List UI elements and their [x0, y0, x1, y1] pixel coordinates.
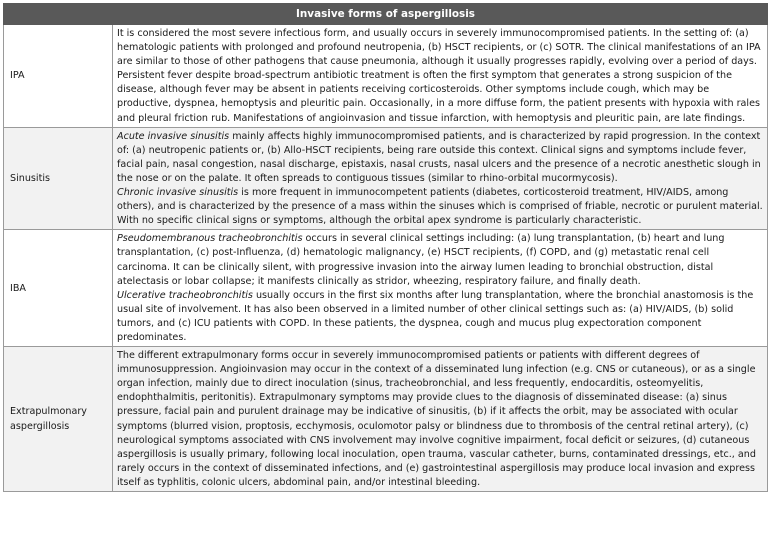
- description-paragraph: [117, 349, 764, 490]
- emphasized-term: Chronic invasive sinusitis: [117, 187, 239, 199]
- text-run: occurs in several clinical settings including: (a) lung transplantation, (b) heart and lung transplantation, (c) post-Influenza, (d) hematologic malignancy, (e) HSCT recipients, (f) COPD, and (g) metastatic renal cell carcinoma. It can be clinically silent, with progressive invasion into the airway lumen leading to bronchial obstruction, distal atelectasis or lobar collapse; it manifests clinically as stridor, wheezing, respiratory failure, and finally death.: [117, 233, 725, 287]
- row-label: IBA: [4, 230, 113, 347]
- table-row: [4, 230, 768, 347]
- text-run: mainly affects highly immunocompromised patients, and is characterized by rapid progression. In the context of: (a) neutropenic patients or, (b) Allo-HSCT recipients, being rare outside this context. Clinical signs and symptoms include fever, facial pain, nasal congestion, nasal discharge, epistaxis, nasal crusts, nasal ulcers and the presence of a necrotic anesthetic slough in the nose or on the palate. It often spreads to contiguous tissues (similar to rhino-orbital mucormycosis).: [117, 130, 761, 184]
- row-description: [113, 347, 768, 492]
- row-label: Extrapulmonary aspergillosis: [4, 347, 113, 492]
- row-label: Sinusitis: [4, 127, 113, 230]
- description-paragraph: [117, 289, 764, 345]
- text-run: is more frequent in immunocompetent patients (diabetes, corticosteroid treatment, HIV/AIDS, among others), and is characterized by the presence of a mass within the sinuses which is comprised of friable, necrotic or purulent material. With no specific clinical signs or symptoms, although the orbital apex syndrome is particularly characteristic.: [117, 187, 763, 227]
- row-description: [113, 127, 768, 230]
- emphasized-term: Pseudomembranous tracheobronchitis: [117, 233, 303, 245]
- description-paragraph: [117, 27, 764, 126]
- description-paragraph: [117, 186, 764, 228]
- table-row: [4, 25, 768, 128]
- table-row: [4, 127, 768, 230]
- table-title: Invasive forms of aspergillosis: [4, 4, 768, 25]
- row-description: [113, 230, 768, 347]
- emphasized-term: Acute invasive sinusitis: [117, 130, 230, 142]
- table-body: [4, 25, 768, 492]
- text-run: The different extrapulmonary forms occur in severely immunocompromised patients or patients with different degrees of immunosuppression. Angioinvasion may occur in the context of a disseminated lung infection (e.g. CNS or cutaneous), or as a single organ infection, mainly due to direct inoculation (sinus, tracheobronchial, and less frequently, endocarditis, osteomyelitis, endophthalmitis, peritonitis). Extrapulmonary symptoms may provide clues to the diagnosis of disseminated disease: (a) sinus pressure, facial pain and purulent drainage may be indicative of sinusitis, (b) if it affects the orbit, may be associated with ocular symptoms (blurred vision, proptosis, ecchymosis, oculomotor palsy or blindness due to thrombosis of the central retinal artery), (c) neurological symptoms associated with CNS involvement may involve cognitive impairment, focal deficit or seizures, (d) cutaneous aspergillosis is usually primary, following local inoculation, open trauma, vascular catheter, burns, contaminated dressings, etc., and rarely occurs in the context of disseminated infections, and (e) gastrointestinal aspergillosis may produce local invasion and express itself as typhlitis, colonic ulcers, abdominal pain, and/or intestinal bleeding.: [117, 350, 756, 488]
- description-paragraph: [117, 130, 764, 186]
- description-paragraph: [117, 232, 764, 288]
- text-run: usually occurs in the first six months after lung transplantation, where the bronchial anastomosis is the usual site of involvement. It has also been observed in a limited number of other clinical settings such as: (a) HIV/AIDS, (b) solid tumors, and (c) ICU patients with COPD. In these patients, the dyspnea, cough and mucus plug expectoration component predominates.: [117, 289, 754, 343]
- table-row: [4, 347, 768, 492]
- row-description: [113, 25, 768, 128]
- row-label: IPA: [4, 25, 113, 128]
- aspergillosis-table: [3, 3, 768, 492]
- text-run: It is considered the most severe infectious form, and usually occurs in severely immunocompromised patients. In the setting of: (a) hematologic patients with prolonged and profound neutropenia, (b) HSCT recipients, or (c) SOTR. The clinical manifestations of an IPA are similar to those of other pathogens that cause pneumonia, although it usually progresses rapidly, evolving over a period of days. Persistent fever despite broad-spectrum antibiotic treatment is often the first symptom that generates a strong suspicion of the disease, although fever may be absent in patients receiving corticosteroids. Other symptoms include cough, which may be productive, dyspnea, hemoptysis and pleuritic pain. Occasionally, in a more diffuse form, the patient presents with hypoxia with rales and pleural friction rub. Manifestations of angioinvasion and tissue infarction, with hemoptysis and pleuritic pain, are late findings.: [117, 28, 761, 124]
- emphasized-term: Ulcerative tracheobronchitis: [117, 289, 253, 301]
- table-header-row: [4, 4, 768, 25]
